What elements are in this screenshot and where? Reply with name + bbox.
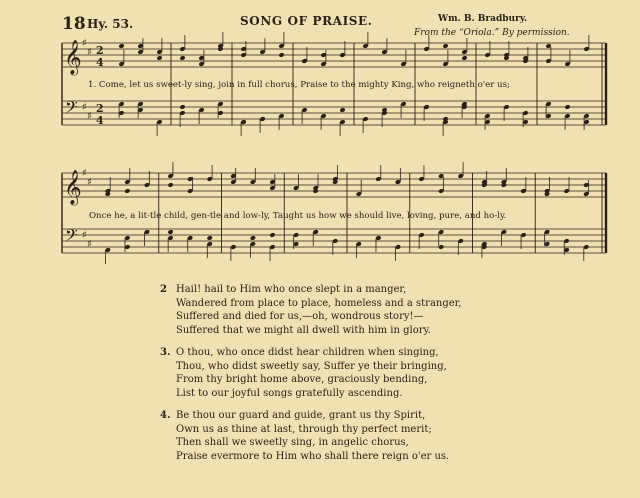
verse-line: Own us as thine at last, through thy perfect merit; xyxy=(176,423,432,435)
verse-line: From thy bright home above, graciously bending, xyxy=(176,374,428,385)
sharp-icon: ♯ xyxy=(87,47,92,58)
verse-number: 4. xyxy=(160,410,171,421)
lyric-line-1: 1. Come, let us sweet-ly sing, join in full chorus, Praise to the mighty King, who reigneth o'er us; xyxy=(88,80,510,90)
hymn-number: Hy. 53. xyxy=(87,17,134,31)
note-head xyxy=(250,235,256,241)
bass-clef-icon: 𝄢 xyxy=(65,225,78,249)
verse-line: Wandered from place to place, homeless and a stranger, xyxy=(176,297,462,309)
note-head xyxy=(124,188,130,194)
verse-line: Praise evermore to Him who shall there reign o'er us. xyxy=(176,450,450,462)
note-head xyxy=(339,107,345,113)
bass-time-bottom: 4 xyxy=(96,114,104,127)
note-head xyxy=(461,55,467,61)
note-head xyxy=(442,43,448,49)
treble-clef-icon: 𝄞 xyxy=(64,170,82,205)
verses-block xyxy=(160,283,620,472)
note-head xyxy=(118,43,124,49)
note-head xyxy=(269,232,275,238)
note-head xyxy=(564,104,570,110)
bass-clef-icon: 𝄢 xyxy=(65,97,78,121)
song-title: SONG OF PRAISE. xyxy=(240,14,373,28)
lyric-line-2: Once he, a lit-tle child, gen-tle and low-ly, Taught us how we should live, loving, pure, and ho-ly. xyxy=(89,211,507,221)
sharp-icon: ♯ xyxy=(87,111,92,122)
verse-line: List to our joyful songs gratefully ascending. xyxy=(176,387,403,399)
treble-time-bottom: 4 xyxy=(96,56,104,69)
note-head xyxy=(156,55,162,61)
note-head xyxy=(167,229,173,235)
note-head xyxy=(207,235,213,241)
sharp-icon: ♯ xyxy=(82,38,87,49)
treble-staff xyxy=(62,43,606,67)
verse-line: Suffered and died for us,—oh, wondrous story!— xyxy=(176,311,424,322)
verse-4 xyxy=(160,409,620,463)
source-credit: From the “Oriola.” By permission. xyxy=(414,28,570,38)
sharp-icon: ♯ xyxy=(82,230,87,241)
sharp-icon: ♯ xyxy=(87,239,92,250)
verse-number: 3. xyxy=(160,347,171,358)
treble-time-top: 2 xyxy=(96,44,104,57)
bass-time-top: 2 xyxy=(96,102,104,115)
verse-line: Be thou our guard and guide, grant us thy Spirit, xyxy=(176,410,426,421)
verse-line: O thou, who once didst hear children when singing, xyxy=(176,347,439,358)
verse-line: Thou, who didst sweetly say, Suffer ye their bringing, xyxy=(176,360,447,372)
verse-2 xyxy=(160,283,620,337)
note-head xyxy=(278,52,284,58)
page-number: 18 xyxy=(62,14,86,34)
sharp-icon: ♯ xyxy=(82,168,87,179)
note-head xyxy=(167,182,173,188)
verse-number: 2 xyxy=(160,284,167,295)
treble-staff xyxy=(62,173,606,197)
treble-clef-icon: 𝄞 xyxy=(64,40,82,75)
verse-line: Hail! hail to Him who once slept in a manger, xyxy=(176,284,407,295)
composer-credit: Wm. B. Bradbury. xyxy=(438,14,528,24)
sharp-icon: ♯ xyxy=(87,177,92,188)
sharp-icon: ♯ xyxy=(82,102,87,113)
note-head xyxy=(179,104,185,110)
verse-line: Then shall we sweetly sing, in angelic chorus, xyxy=(176,437,409,448)
note-head xyxy=(179,55,185,61)
verse-line: Suffered that we might all dwell with him in glory. xyxy=(176,324,431,336)
verse-3 xyxy=(160,346,620,400)
